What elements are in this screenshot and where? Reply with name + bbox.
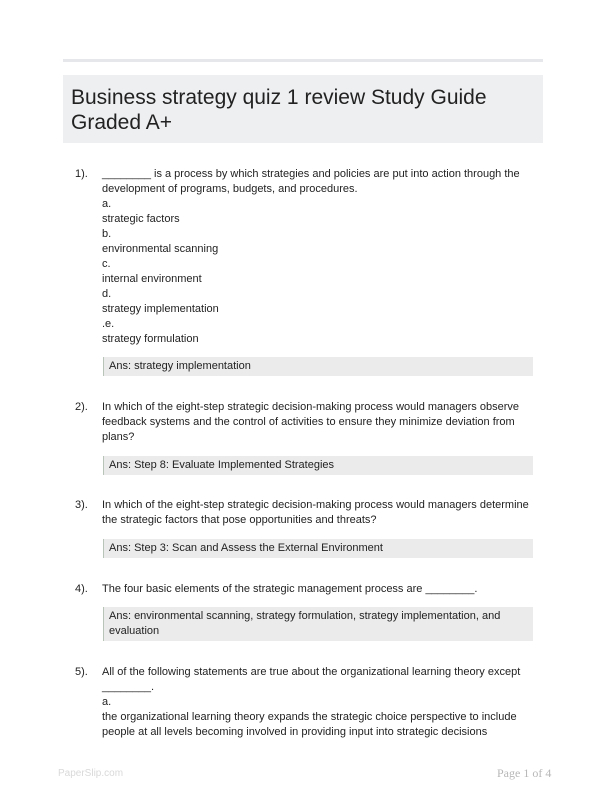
footer-watermark: PaperSlip.com	[58, 768, 124, 779]
question-number: 3).	[75, 499, 88, 511]
answer-box: Ans: strategy implementation	[103, 357, 533, 376]
question-text: In which of the eight-step strategic decision-making process would managers determine the strategic factors that pose opportunities and threats?	[102, 499, 529, 526]
option-text: environmental scanning	[102, 243, 219, 255]
title-banner	[63, 75, 543, 143]
question-body	[102, 167, 534, 347]
question-text: All of the following statements are true about the organizational learning theory except ________.	[102, 666, 521, 693]
option-label: d.	[102, 288, 112, 300]
answer-box: Ans: environmental scanning, strategy formulation, strategy implementation, and evaluation	[103, 607, 533, 641]
option-text: strategy implementation	[102, 303, 219, 315]
answer-box: Ans: Step 8: Evaluate Implemented Strategies	[103, 456, 533, 475]
answer-box: Ans: Step 3: Scan and Assess the External Environment	[103, 539, 533, 558]
question-text: The four basic elements of the strategic management process are ________.	[102, 583, 478, 595]
page-indicator: Page 1 of 4	[497, 766, 552, 780]
question-body	[102, 665, 534, 740]
option-label: .e.	[102, 318, 115, 330]
option-label: b.	[102, 228, 112, 240]
option-text: strategy formulation	[102, 333, 199, 345]
option-text: the organizational learning theory expands the strategic choice perspective to include people at all levels becoming involved in providing input into strategic decisions	[102, 711, 517, 738]
question-body	[102, 582, 534, 597]
question-body	[102, 400, 534, 445]
question-number: 1).	[75, 168, 88, 180]
question-text: In which of the eight-step strategic decision-making process would managers observe feedback systems and the control of activities to ensure they minimize deviation from plans?	[102, 401, 519, 443]
option-label: a.	[102, 696, 112, 708]
document-title: Business strategy quiz 1 review Study Guide Graded A+	[71, 86, 487, 134]
option-text: internal environment	[102, 273, 202, 285]
option-text: strategic factors	[102, 213, 180, 225]
question-body	[102, 498, 534, 528]
question-number: 4).	[75, 583, 88, 595]
question-text: ________ is a process by which strategies and policies are put into action through the development of programs, budgets, and procedures.	[102, 168, 520, 195]
top-divider	[63, 59, 543, 62]
option-label: c.	[102, 258, 111, 270]
question-number: 5).	[75, 666, 88, 678]
option-label: a.	[102, 198, 112, 210]
question-number: 2).	[75, 401, 88, 413]
